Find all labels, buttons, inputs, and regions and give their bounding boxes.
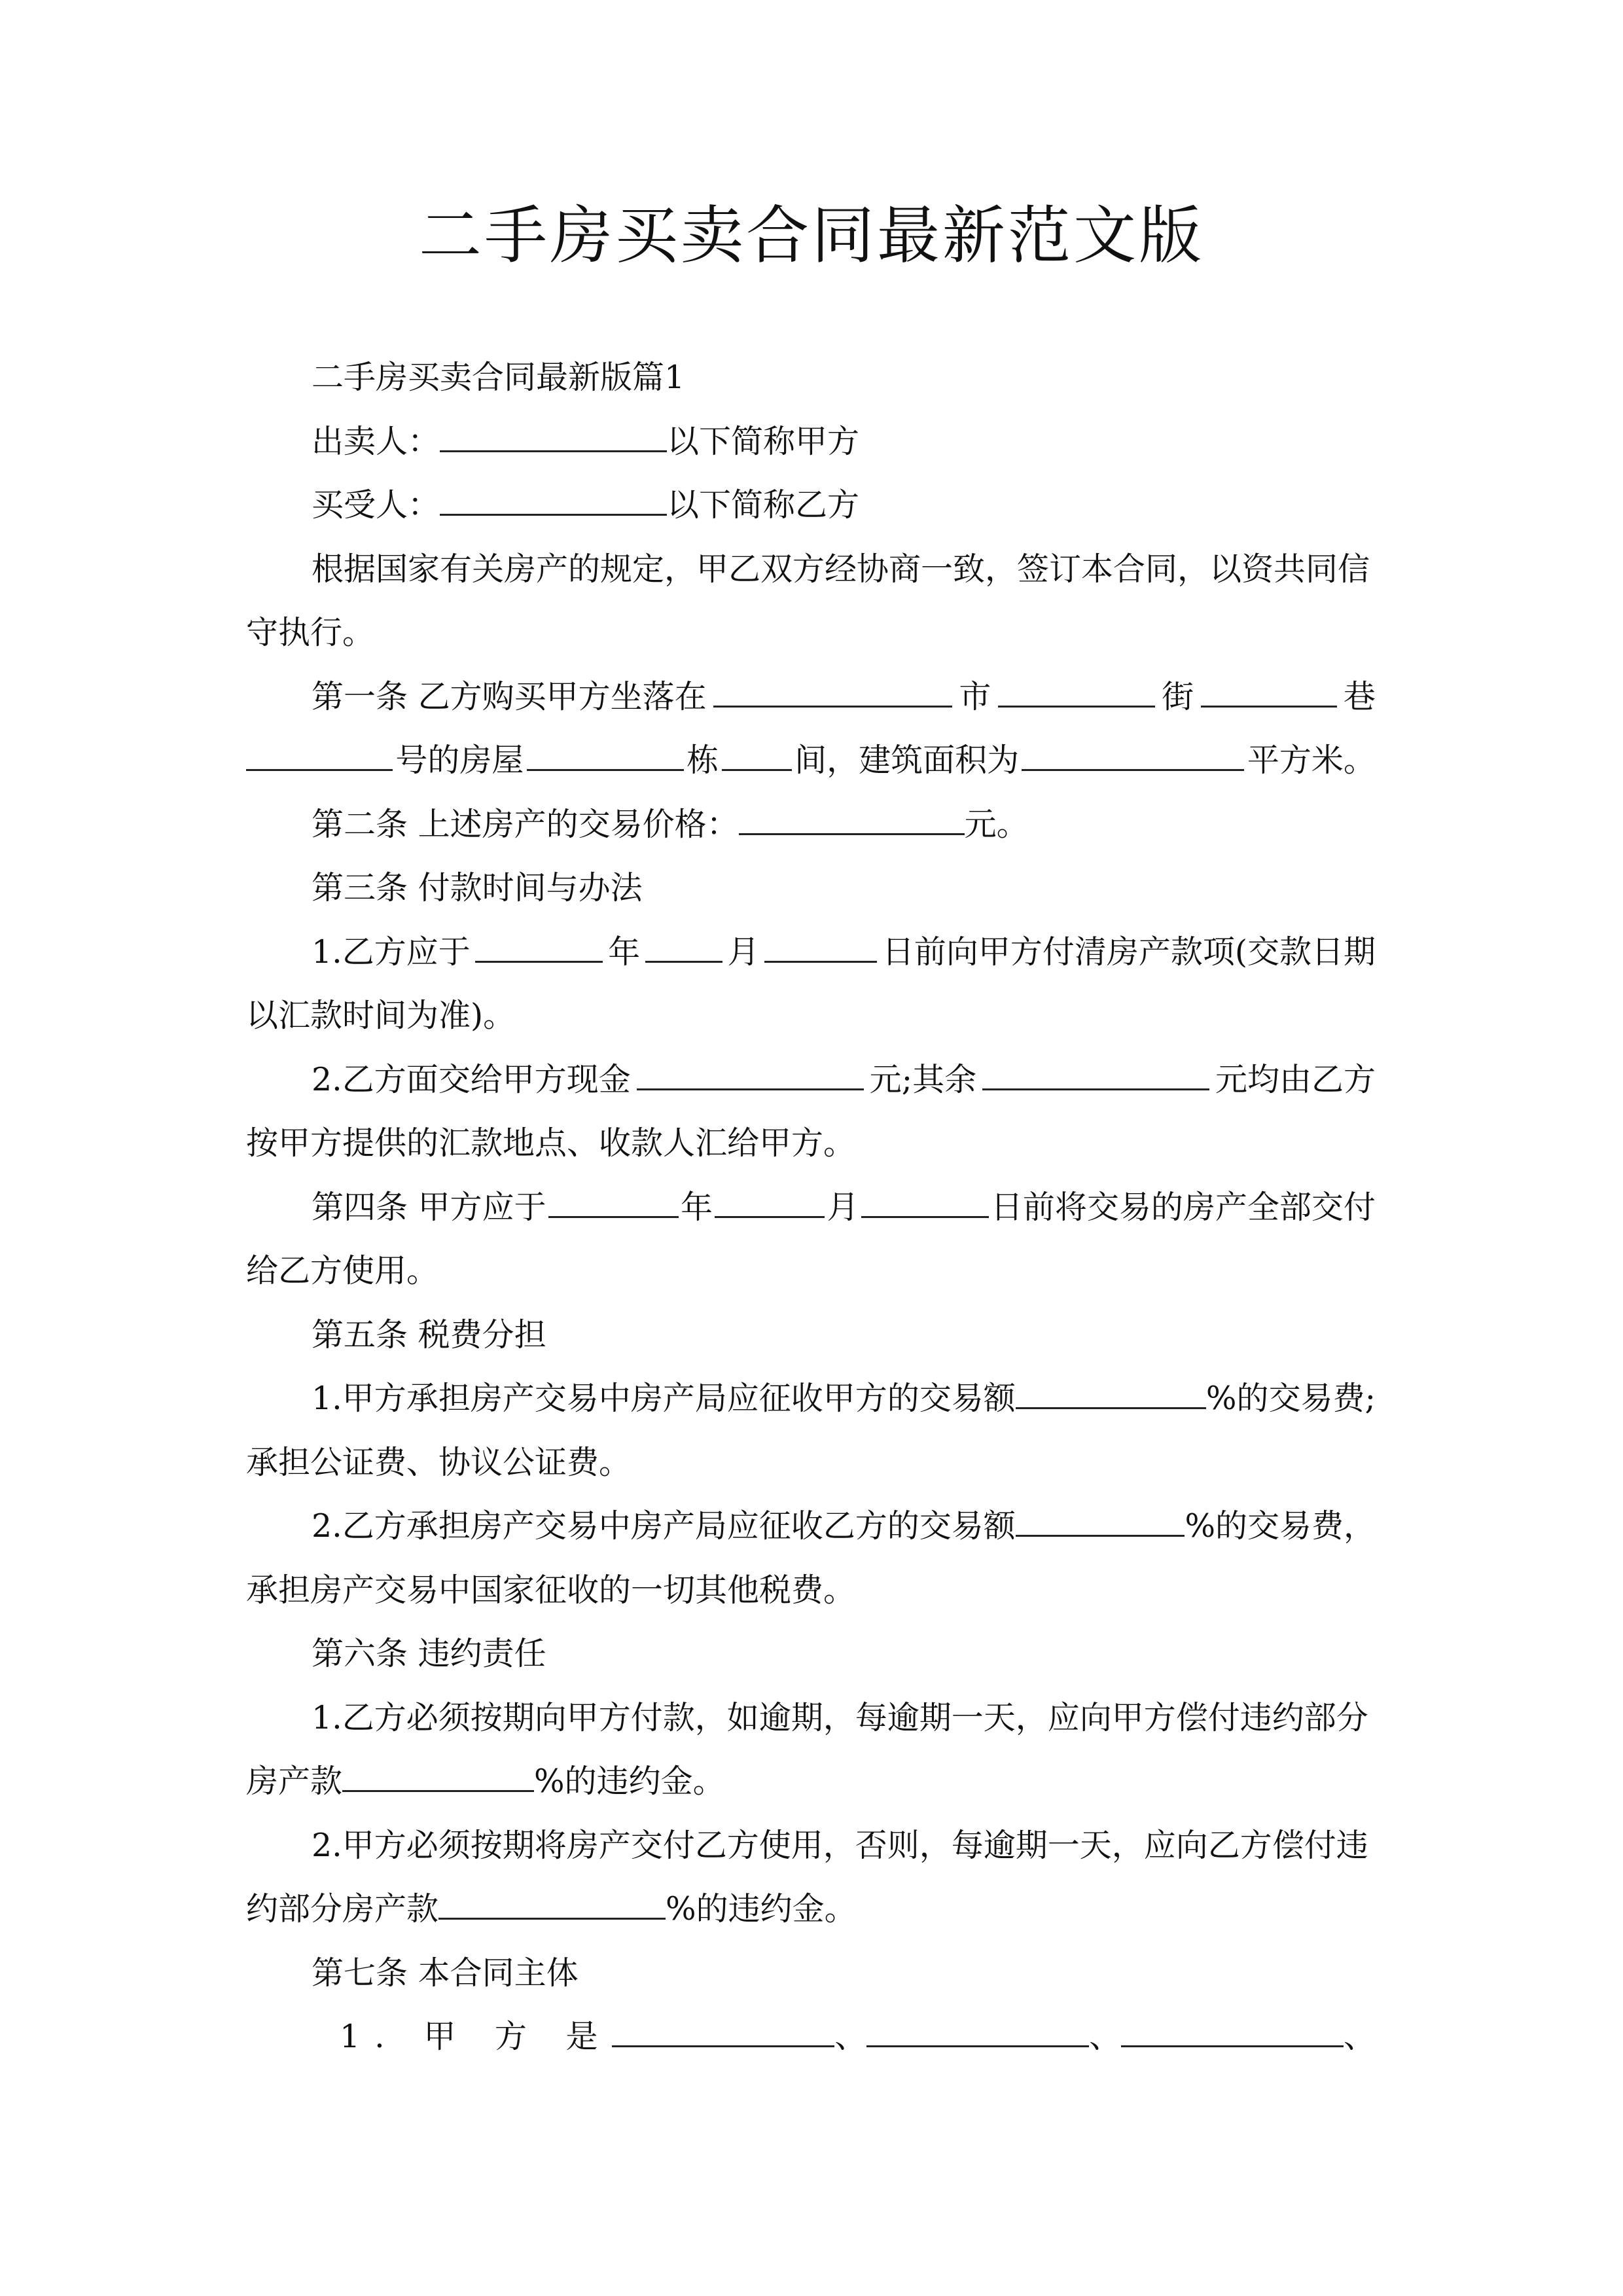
text: 2.乙方面交给甲方现金 [312,1060,631,1098]
paragraph-line [246,1431,1376,1495]
article-5-line [246,1367,1376,1431]
fee-rate-blank[interactable] [1016,1509,1185,1537]
penalty-rate-blank[interactable] [342,1764,534,1792]
text: 、 [834,2018,867,2055]
article-2-line [246,793,1376,857]
paragraph-line [246,1686,1376,1750]
penalty-rate-blank[interactable] [438,1892,666,1920]
text: 约部分房产款 [246,1890,439,1928]
buyer-line [246,473,1376,537]
text: 二手房买卖合同最新版篇1 [312,359,685,396]
article-5-line [246,1494,1376,1558]
month-blank[interactable] [645,935,722,963]
article-6-line [246,1877,1376,1941]
text: 元均由乙方 [1215,1060,1376,1098]
text: 年 [608,933,641,971]
article-3-heading [246,856,1376,920]
text: 守执行。 [246,614,375,651]
text: 元;其余 [869,1060,977,1098]
text: 承担公证费、协议公证费。 [246,1443,632,1481]
text: 第四条 甲方应于 [312,1188,546,1226]
text: 月 [727,933,760,971]
text: 1. 甲 方 是 [340,2018,613,2055]
text: 元。 [964,805,1029,843]
section-heading [246,346,1376,410]
location-blank[interactable] [713,679,952,708]
article-3-line [246,1048,1376,1112]
article-6-line [246,1749,1376,1814]
article-4-line [246,1175,1376,1240]
text: 月 [827,1188,859,1226]
text: 房产款 [246,1763,343,1800]
price-blank[interactable] [739,807,965,835]
text: 第五条 税费分担 [312,1316,546,1354]
seller-line [246,410,1376,474]
text: 买受人： [312,486,440,524]
text: 以下简称乙方 [667,486,860,524]
text: 栋 [687,742,719,779]
contract-body [246,346,1376,2069]
lane-blank[interactable] [1201,679,1337,708]
text: 间，建筑面积为 [794,742,1020,779]
year-blank[interactable] [548,1190,679,1218]
text: 出卖人： [312,422,440,460]
paragraph-line [246,1558,1376,1623]
text: 市 [959,677,991,715]
paragraph-line [246,1239,1376,1303]
text: 给乙方使用。 [246,1252,439,1289]
article-5-heading [246,1303,1376,1367]
text: 以汇款时间为准)。 [246,997,516,1034]
article-7-heading [246,1941,1376,2005]
party-a-blank[interactable] [612,2019,834,2047]
year-blank[interactable] [475,935,603,963]
day-blank[interactable] [764,935,877,963]
cash-blank[interactable] [637,1062,864,1090]
article-1-line [246,728,1376,793]
text: 年 [681,1188,713,1226]
building-blank[interactable] [527,743,684,771]
party-a-blank[interactable] [1121,2019,1344,2047]
text: 2.乙方承担房产交易中房产局应征收乙方的交易额 [312,1507,1016,1545]
article-6-heading [246,1622,1376,1686]
text: 承担房产交易中国家征收的一切其他税费。 [246,1571,856,1609]
area-blank[interactable] [1022,743,1244,771]
paragraph-line [246,1814,1376,1878]
text: %的交易费; [1205,1380,1376,1417]
month-blank[interactable] [715,1190,825,1218]
document-title: 二手房买卖合同最新范文版 [419,199,1204,272]
text: 根据国家有关房产的规定，甲乙双方经协商一致，签订本合同，以资共同信 [312,550,1370,588]
paragraph-line [246,601,1376,665]
text: 1.甲方承担房产交易中房产局应征收甲方的交易额 [312,1380,1016,1417]
fee-rate-blank[interactable] [1016,1381,1206,1409]
paragraph-line [246,1111,1376,1175]
text: 平方米。 [1247,742,1376,779]
remainder-blank[interactable] [982,1062,1209,1090]
text: 街 [1162,677,1194,715]
text: 日前向甲方付清房产款项(交款日期 [882,933,1376,971]
article-7-line [246,2005,1376,2069]
text: 第六条 违约责任 [312,1635,546,1672]
text: 第二条 上述房产的交易价格： [312,805,739,843]
room-blank[interactable] [722,743,792,771]
text: %的交易费， [1185,1507,1376,1545]
paragraph-line [246,537,1376,601]
article-1-line [246,665,1376,729]
text: 第三条 付款时间与办法 [312,869,643,906]
article-3-line [246,920,1376,984]
text: 、 [1344,2018,1376,2055]
paragraph-line [246,984,1376,1048]
text: 按甲方提供的汇款地点、收款人汇给甲方。 [246,1124,856,1162]
text: 第一条 乙方购买甲方坐落在 [312,677,707,715]
text: %的违约金。 [534,1763,725,1800]
text: 第七条 本合同主体 [312,1954,579,1992]
text: 、 [1089,2018,1122,2055]
seller-blank[interactable] [440,424,667,452]
buyer-blank[interactable] [440,488,667,516]
text: 以下简称甲方 [667,422,860,460]
text: 2.甲方必须按期将房产交付乙方使用，否则，每逾期一天，应向乙方偿付违 [312,1826,1368,1864]
text: 号的房屋 [395,742,524,779]
day-blank[interactable] [861,1190,989,1218]
text: 日前将交易的房产全部交付 [990,1188,1376,1226]
number-blank[interactable] [246,743,393,771]
text: 1.乙方必须按期向甲方付款，如逾期，每逾期一天，应向甲方偿付违约部分 [312,1698,1368,1736]
party-a-blank[interactable] [866,2019,1089,2047]
street-blank[interactable] [998,679,1155,708]
text: 1.乙方应于 [312,933,471,971]
text: 巷 [1343,677,1376,715]
text: %的违约金。 [666,1890,857,1928]
